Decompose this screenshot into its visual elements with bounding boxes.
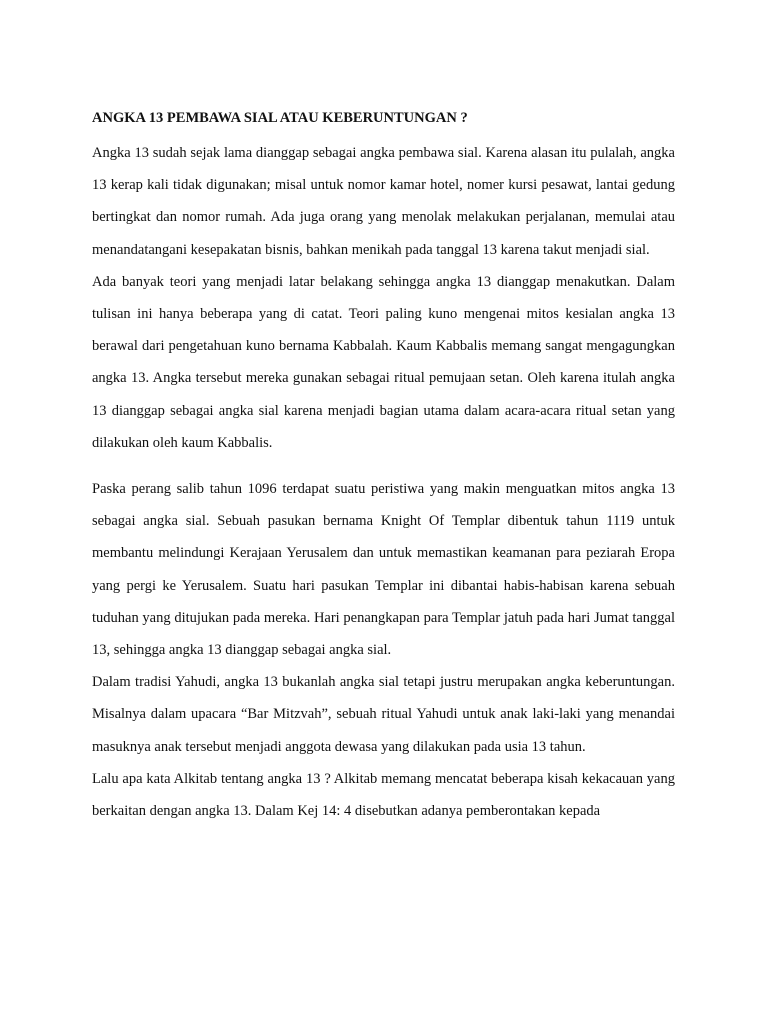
paragraph-5: Lalu apa kata Alkitab tentang angka 13 ? Alkitab memang mencatat beberapa kisah kekacauan yang berkaitan dengan angka 13. Dalam Kej 14: 4 disebutkan adanya pemberontakan kepada	[92, 770, 675, 820]
paragraph-2: Ada banyak teori yang menjadi latar belakang sehingga angka 13 dianggap menakutkan. Dalam tulisan ini hanya beberapa yang di catat. Teori paling kuno mengenai mitos kesialan angka 13 berawal dari pengetahuan kuno bernama Kabbalah. Kaum Kabbalis memang sangat mengagungkan angka 13. Angka tersebut mereka gunakan sebagai ritual pemujaan setan. Oleh karena itulah angka 13 dianggap sebagai angka sial karena menjadi bagian utama dalam acara-acara ritual setan yang dilakukan oleh kaum Kabbalis.	[92, 273, 675, 451]
document-page	[92, 108, 675, 827]
paragraph-4: Dalam tradisi Yahudi, angka 13 bukanlah angka sial tetapi justru merupakan angka keberuntungan. Misalnya dalam upacara “Bar Mitzvah”, sebuah ritual Yahudi untuk anak laki-laki yang menandai masuknya anak tersebut menjadi anggota dewasa yang dilakukan pada usia 13 tahun.	[92, 674, 675, 755]
document-title: ANGKA 13 PEMBAWA SIAL ATAU KEBERUNTUNGAN ?	[92, 110, 468, 126]
paragraph-3: Paska perang salib tahun 1096 terdapat suatu peristiwa yang makin menguatkan mitos angka 13 sebagai angka sial. Sebuah pasukan bernama Knight Of Templar dibentuk tahun 1119 untuk membantu melindungi Kerajaan Yerusalem dan untuk memastikan keamanan para peziarah Eropa yang pergi ke Yerusalem. Suatu hari pasukan Templar ini dibantai habis-habisan karena sebuah tuduhan yang ditujukan pada mereka. Hari penangkapan para Templar jatuh pada hari Jumat tanggal 13, sehingga angka 13 dianggap sebagai angka sial.	[92, 481, 675, 659]
paragraph-1: Angka 13 sudah sejak lama dianggap sebagai angka pembawa sial. Karena alasan itu pulalah, angka 13 kerap kali tidak digunakan; misal untuk nomor kamar hotel, nomer kursi pesawat, lantai gedung bertingkat dan nomor rumah. Ada juga orang yang menolak melakukan perjalanan, memulai atau menandatangani kesepakatan bisnis, bahkan menikah pada tanggal 13 karena takut menjadi sial.	[92, 145, 675, 258]
